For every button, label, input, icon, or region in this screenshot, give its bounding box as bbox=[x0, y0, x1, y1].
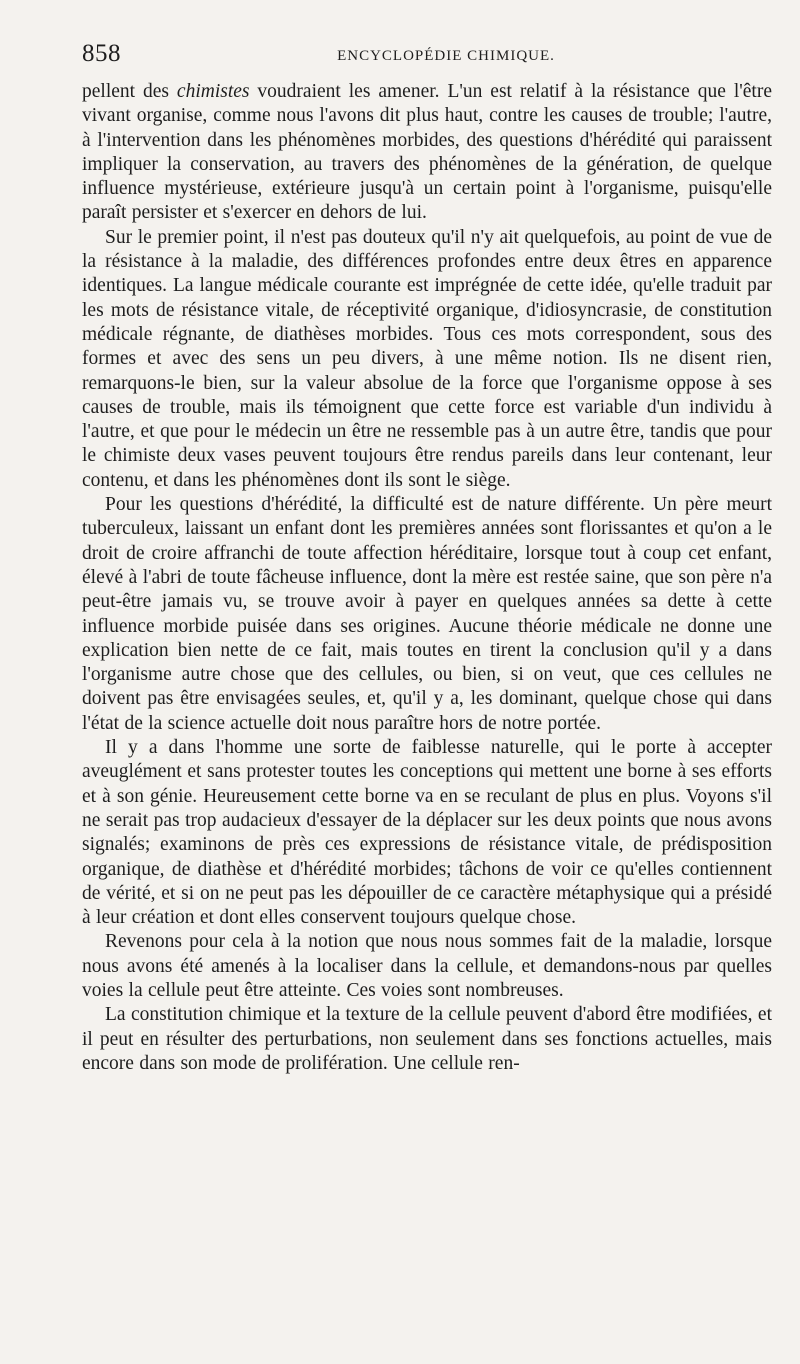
page-number: 858 bbox=[82, 40, 121, 67]
body-text bbox=[82, 80, 772, 1076]
paragraph-6: La constitution chimique et la texture de la cellule peuvent d'abord être modifiées, et il peut en résulter des perturbations, non seulement dans ses fonctions actuelles, mais encore dans son mode de prolifération. Une cellule ren- bbox=[82, 1004, 772, 1074]
paragraph-2: Sur le premier point, il n'est pas douteux qu'il n'y ait quelquefois, au point de vue de la résistance à la maladie, des différences profondes entre deux êtres en apparence identiques. La langue médicale courante est imprégnée de cette idée, qu'elle traduit par les mots de résistance vitale, de réceptivité organique, d'idiosyncrasie, de constitution médicale régnante, de diathèses morbides. Tous ces mots correspondent, sous des formes et avec des sens un peu divers, à une même notion. Ils ne disent rien, remarquons-le bien, sur la valeur absolue de la force que l'organisme oppose à ses causes de trouble, mais ils témoignent que cette force est variable d'un individu à l'autre, et que pour le médecin un être ne ressemble pas à un autre être, tandis que pour le chimiste deux vases peuvent toujours être rendus pareils dans leur contenant, leur contenu, et dans les phénomènes dont ils sont le siège. bbox=[82, 226, 772, 491]
paragraph-4: Il y a dans l'homme une sorte de faiblesse naturelle, qui le porte à accepter aveuglément et sans protester toutes les conceptions qui mettent une borne à ses efforts et à son génie. Heureusement cette borne va en se reculant de plus en plus. Voyons s'il ne serait pas trop audacieux d'essayer de la déplacer sur les deux points que nous avons signalés; examinons de près ces expressions de résistance vitale, de prédisposition organique, de diathèse et d'hérédité morbides; tâchons de voir ce qu'elles contiennent de vérité, et si on ne peut pas les dépouiller de ce caractère métaphysique qui a présidé à leur création et dont elles conservent toujours quelque chose. bbox=[82, 737, 772, 929]
paragraph-3: Pour les questions d'hérédité, la difficulté est de nature différente. Un père meurt tuberculeux, laissant un enfant dont les premières années sont florissantes et qu'on a le droit de croire affranchi de toute affection héréditaire, lorsque tout à coup cet enfant, élevé à l'abri de toute fâcheuse influence, dont la mère est restée saine, que son père n'a peut-être jamais vu, se trouve avoir à payer en quelques années sa dette à cette influence morbide puisée dans ses origines. Aucune théorie médicale ne donne une explication bien nette de ce fait, mais toutes en tirent la conclusion qu'il y a dans l'organisme autre chose que des cellules, ou bien, si on veut, que ces cellules ne doivent pas être envisagées seules, et, qu'il y a, les dominant, quelque chose qui dans l'état de la science actuelle doit nous paraître hors de notre portée. bbox=[82, 494, 772, 734]
paragraph-5: Revenons pour cela à la notion que nous nous sommes fait de la maladie, lorsque nous avons été amenés à la localiser dans la cellule, et demandons-nous par quelles voies la cellule peut être atteinte. Ces voies sont nombreuses. bbox=[82, 931, 772, 1001]
paragraph-1 bbox=[82, 80, 772, 226]
italic-chimistes: chimistes bbox=[176, 81, 250, 102]
page-header bbox=[82, 40, 770, 76]
paragraph-1-start: pellent des bbox=[82, 81, 177, 102]
running-title: ENCYCLOPÉDIE CHIMIQUE. bbox=[337, 48, 555, 64]
paragraph-1-rest: voudraient les amener. L'un est relatif à la résistance que l'être vivant organise, comme nous l'avons dit plus haut, contre les causes de trouble; l'autre, à l'intervention dans les phénomènes morbides, des questions d'hérédité qui paraissent impliquer la conservation, au travers des phénomènes de la génération, de quelque influence mystérieuse, extérieure jusqu'à un certain point à l'organisme, puisqu'elle paraît persister et s'exercer en dehors de lui. bbox=[82, 81, 772, 224]
